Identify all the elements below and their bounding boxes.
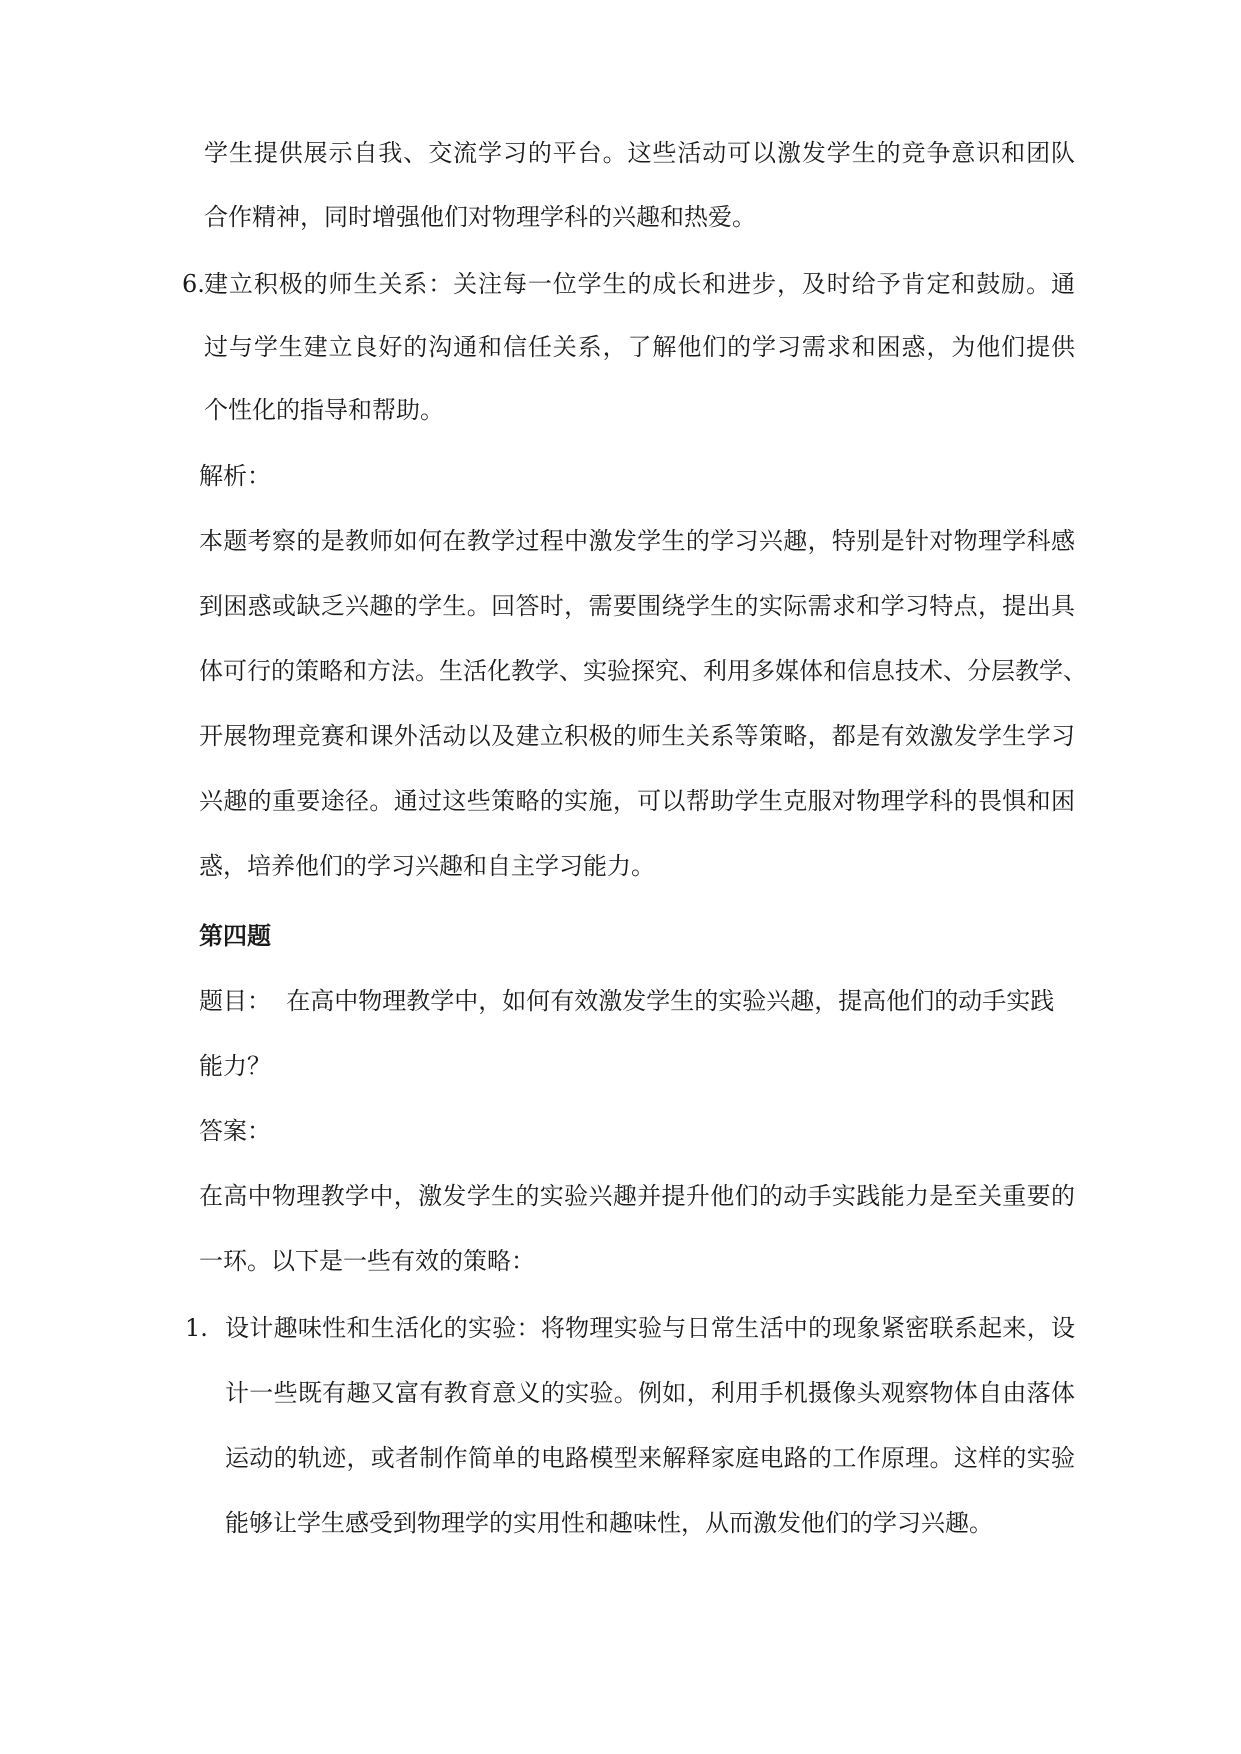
answer-item1-line-4: 能够让学生感受到物理学的实用性和趣味性，从而激发他们的学习兴趣。: [225, 1509, 993, 1537]
analysis-line-6: 惑，培养他们的学习兴趣和自主学习能力。: [199, 852, 655, 880]
answer-item1-line-3: 运动的轨迹，或者制作简单的电路模型来解释家庭电路的工作原理。这样的实验: [225, 1444, 1075, 1472]
analysis-label: 解析：: [199, 462, 271, 490]
answer-item1-line-2: 计一些既有趣又富有教育意义的实验。例如，利用手机摄像头观察物体自由落体: [225, 1379, 1075, 1407]
item6-number: 6.: [182, 270, 205, 298]
question4-line-1: 题目： 在高中物理教学中，如何有效激发学生的实验兴趣，提高他们的动手实践: [199, 987, 1055, 1015]
answer-item1-number: 1.: [185, 1314, 208, 1342]
item5-line-1: 学生提供展示自我、交流学习的平台。这些活动可以激发学生的竞争意识和团队: [204, 139, 1075, 167]
analysis-line-3: 体可行的策略和方法。生活化教学、实验探究、利用多媒体和信息技术、分层教学、: [199, 657, 1087, 685]
analysis-line-5: 兴趣的重要途径。通过这些策略的实施，可以帮助学生克服对物理学科的畏惧和困: [199, 787, 1075, 815]
item5-line-2: 合作精神，同时增强他们对物理学科的兴趣和热爱。: [204, 203, 756, 231]
item6-line-1: 建立积极的师生关系：关注每一位学生的成长和进步，及时给予肯定和鼓励。通: [204, 270, 1075, 298]
answer-intro-line-2: 一环。以下是一些有效的策略：: [199, 1247, 535, 1275]
analysis-line-2: 到困惑或缺乏兴趣的学生。回答时，需要围绕学生的实际需求和学习特点，提出具: [199, 592, 1075, 620]
analysis-line-4: 开展物理竞赛和课外活动以及建立积极的师生关系等策略，都是有效激发学生学习: [199, 722, 1075, 750]
item6-line-3: 个性化的指导和帮助。: [204, 396, 444, 424]
question4-heading: 第四题: [199, 921, 271, 950]
answer-intro-line-1: 在高中物理教学中，激发学生的实验兴趣并提升他们的动手实践能力是至关重要的: [199, 1182, 1075, 1210]
answer-item1-line-1: 设计趣味性和生活化的实验：将物理实验与日常生活中的现象紧密联系起来，设: [225, 1314, 1075, 1342]
analysis-line-1: 本题考察的是教师如何在教学过程中激发学生的学习兴趣，特别是针对物理学科感: [199, 527, 1075, 555]
question4-line-2: 能力？: [199, 1052, 271, 1080]
answer-label: 答案：: [199, 1117, 271, 1145]
item6-line-2: 过与学生建立良好的沟通和信任关系，了解他们的学习需求和困惑，为他们提供: [204, 333, 1075, 361]
